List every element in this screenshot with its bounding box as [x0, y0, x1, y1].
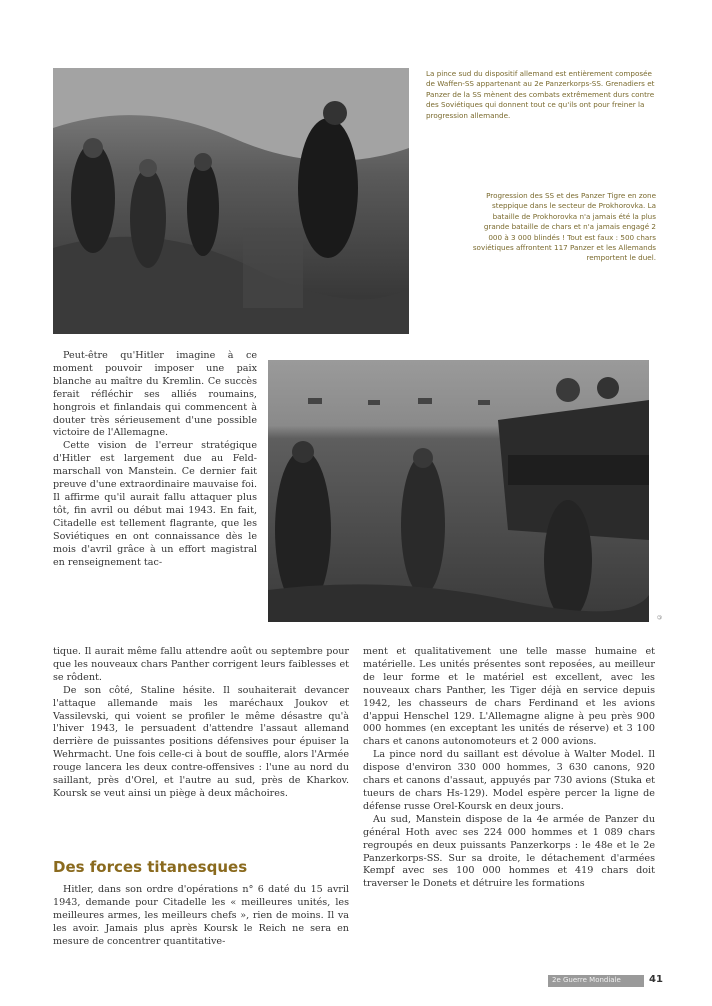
photo-soldiers-trench: [53, 68, 409, 334]
paragraph: tique. Il aurait même fallu attendre août ou septembre pour que les nouveaux chars Panther corrigent leurs faiblesses et se rôdent.: [53, 646, 349, 683]
text-column-2: [363, 646, 655, 891]
section-heading: Des forces titanesques: [53, 858, 248, 876]
photo-caption-middle: Progression des SS et des Panzer Tigre en zone steppique dans le secteur de Prokhorovka. La bataille de Prokhorovka n'a jamais été la plus grande bataille de chars et n'a jamais engagé 2 000 à 3 000 blindés ! Tout est faux : 500 chars soviétiques affrontent 117 Panzer et les Allemands remportent le duel.: [472, 191, 656, 263]
photo-credit: ©: [656, 613, 663, 620]
text-column-1-bottom: [53, 646, 349, 801]
paragraph: ment et qualitativement une telle masse humaine et matérielle. Les unités présentes sont reposées, au meilleur de leur forme et le matériel est excellent, avec les nouveaux chars Panther, les Tiger déjà en service depuis 1942, les chasseurs de chars Ferdinand et les avions d'appui Henschel 129. L'Allemagne aligne à peu près 900 000 hommes (en exceptant les unités de réserve) et 3 100 chars et canons autonomoteurs et 2 000 avions.: [363, 646, 655, 748]
paragraph: La pince nord du saillant est dévolue à Walter Model. Il dispose d'environ 330 000 hommes, 3 630 canons, 920 chars et canons d'assaut, appuyés par 730 avions (Stuka et tueurs de chars Hs-129). Model espère percer la ligne de défense russe Orel-Koursk en deux jours.: [363, 749, 655, 812]
photo-tanks-steppe: [268, 360, 649, 622]
text-column-1-top: [53, 350, 257, 569]
page-number: 41: [649, 974, 663, 985]
paragraph: Hitler, dans son ordre d'opérations n° 6 daté du 15 avril 1943, demande pour Citadelle les « meilleures unités, les meilleures armes, les meilleurs chefs », rien de moins. Il va les avoir. Jamais plus après Koursk le Reich ne sera en mesure de concentrer quantitative-: [53, 884, 349, 947]
paragraph: Au sud, Manstein dispose de la 4e armée de Panzer du général Hoth avec ses 224 000 hommes et 1 089 chars regroupés en deux puissants Panzerkorps : le 48e et le 2e Panzerkorps-SS. Sur sa droite, le détachement d'armées Kempf avec ses 100 000 hommes et 419 chars doit traverser le Donets et détruire les formations: [363, 813, 655, 890]
paragraph: Peut-être qu'Hitler imagine à ce moment pouvoir imposer une paix blanche au maître du Kremlin. Ce succès ferait réfléchir ses alliés roumains, hongrois et finlandais qui commencent à douter très sérieusement d'une possible victoire de l'Allemagne.: [53, 350, 257, 439]
paragraph: Cette vision de l'erreur stratégique d'Hitler est largement due au Feld-marschall von Manstein. Ce dernier fait preuve d'une extraordinaire mauvaise foi. Il affirme qu'il aurait fallu attaquer plus tôt, fin avril ou début mai 1943. En fait, Citadelle est tellement flagrante, que les Soviétiques en ont connaissance dès le mois d'avril grâce à un effort magistral en renseignement tac-: [53, 440, 257, 568]
text-column-1-last: [53, 884, 349, 949]
photo-caption-top: La pince sud du dispositif allemand est entièrement composée de Waffen-SS appartenant au 2e Panzerkorps-SS. Grenadiers et Panzer de la SS mènent des combats extrêmement durs contre des Soviétiques qui donnent tout ce qu'ils ont pour freiner la progression allemande.: [426, 69, 655, 120]
paragraph: De son côté, Staline hésite. Il souhaiterait devancer l'attaque allemande mais les maréchaux Joukov et Vassilevski, qui voient se profiler le même désastre qu'à l'hiver 1943, le persuadent d'attendre l'assaut allemand derrière de puissantes positions défensives pour épuiser la Wehrmacht. Une fois celle-ci à bout de souffle, alors l'Armée rouge lancera les deux contre-offensives : l'une au nord du saillant, près d'Orel, et l'autre au sud, près de Kharkov. Koursk se veut ainsi un piège à deux mâchoires.: [53, 684, 349, 799]
footer-magazine-name: 2e Guerre Mondiale: [552, 976, 621, 984]
